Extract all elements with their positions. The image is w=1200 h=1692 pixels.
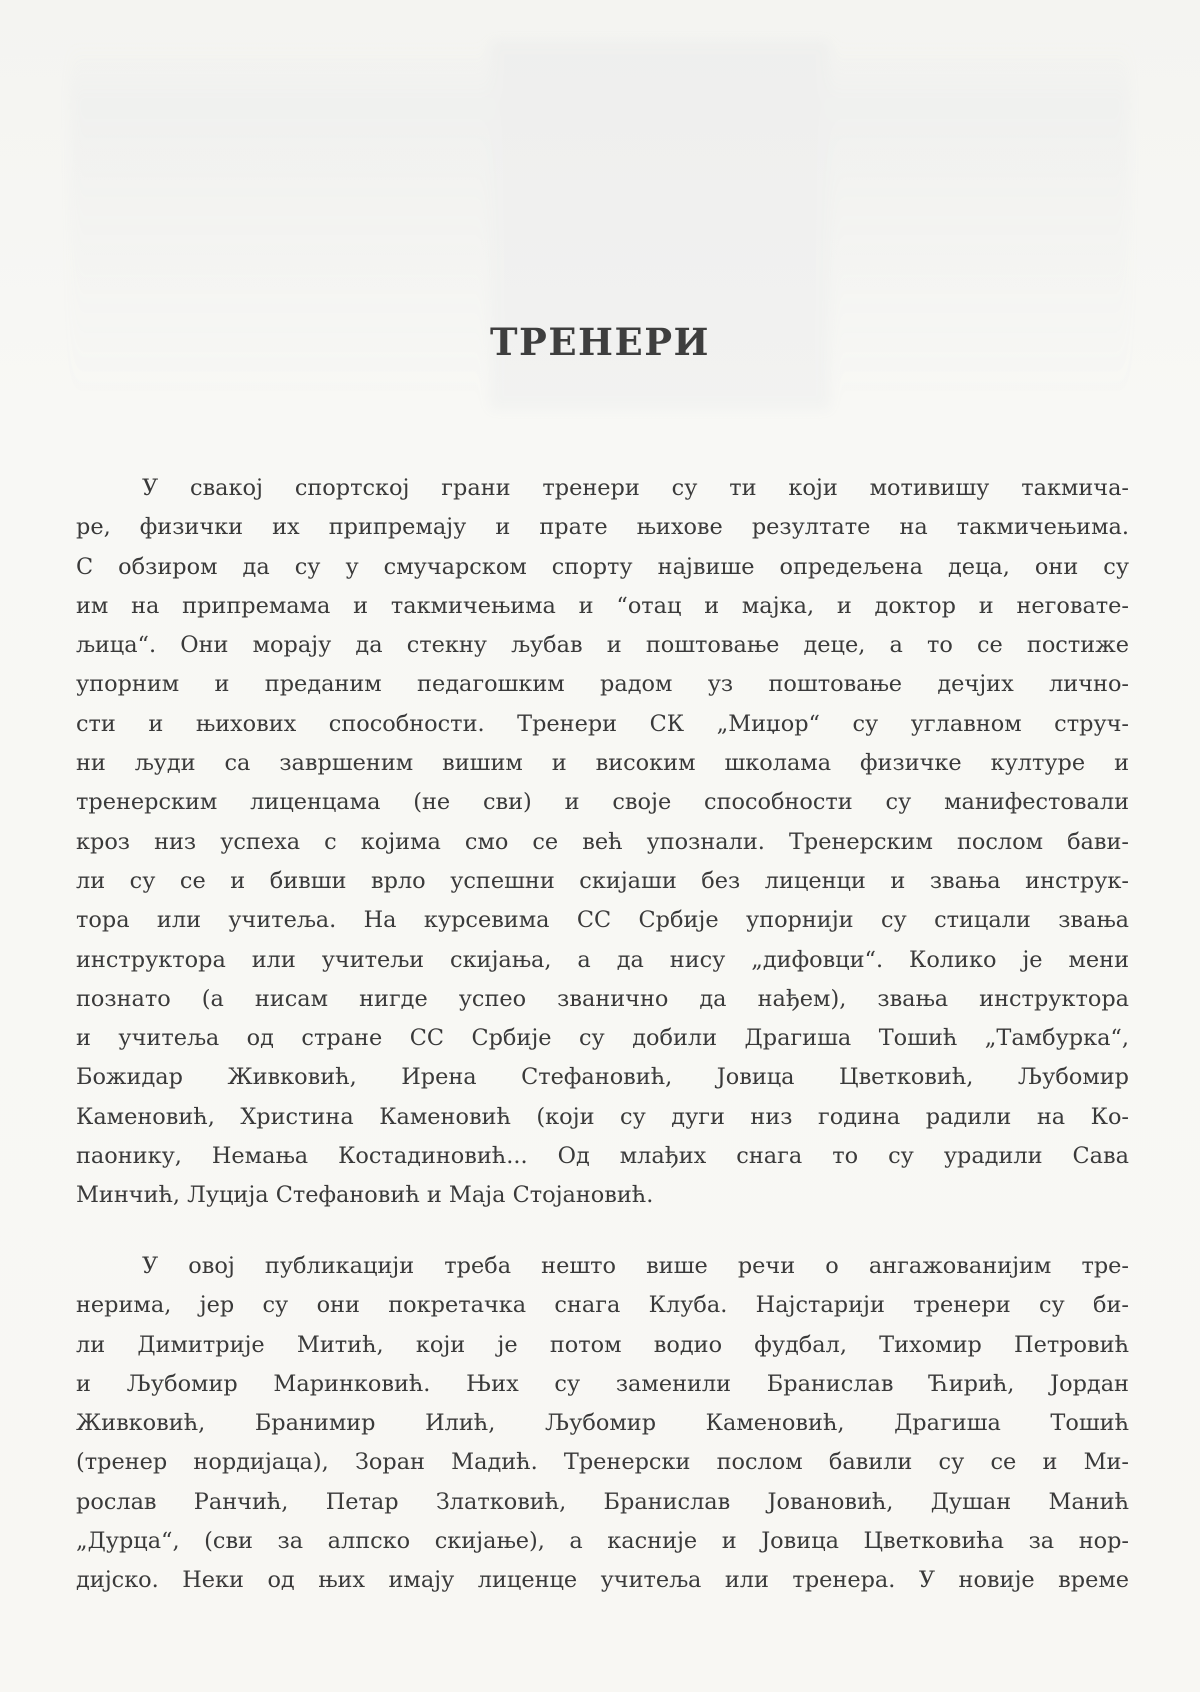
text-line: паонику, Немања Костадиновић... Од млађих снага то су урадили Сава xyxy=(76,1143,1129,1170)
text-line: Минчић, Луција Стефановић и Маја Стојановић. xyxy=(76,1182,654,1209)
text-line: „Дурца“, (сви за алпско скијање), а касније и Јовица Цветковића за нор- xyxy=(76,1528,1129,1555)
text-line: упорним и преданим педагошким радом уз поштовање дечјих личнo- xyxy=(76,671,1129,698)
paragraph-2 xyxy=(76,1247,1129,1601)
text-line: и Љубомир Маринковић. Њих су заменили Бранислав Ћирић, Јордан xyxy=(76,1370,1129,1397)
text-line: тренерским лиценцама (не сви) и своје способности су манифестовали xyxy=(76,789,1129,816)
text-line: им на припремама и такмичењима и “отац и мајка, и доктор и неговате- xyxy=(76,592,1129,619)
text-line: инструктора или учитељи скијања, а да нису „дифовци“. Колико је мени xyxy=(76,946,1129,973)
text-line: познато (а нисам нигде успео званично да нађем), звања инструктора xyxy=(76,985,1129,1012)
text-line: С обзиром да су у смучарском спорту највише опредељена деца, они су xyxy=(76,553,1129,580)
text-line: Живковић, Бранимир Илић, Љубомир Каменовић, Драгиша Тошић xyxy=(76,1410,1129,1437)
text-line: (тренер нордијаца), Зоран Мадић. Тренерски послом бавили су се и Ми- xyxy=(76,1449,1129,1476)
text-line: ни људи са завршеним вишим и високим школама физичке културе и xyxy=(76,750,1129,777)
text-line: дијско. Неки од њих имају лиценце учитеља или тренера. У новије време xyxy=(76,1567,1129,1594)
text-line: Божидар Живковић, Ирена Стефановић, Јовица Цветковић, Љубомир xyxy=(76,1064,1129,1091)
text-line: рослав Ранчић, Петар Златковић, Бранислав Јовановић, Душан Манић xyxy=(76,1488,1129,1515)
paragraph-1 xyxy=(76,469,1129,1216)
text-line: У овој публикацији треба нешто више речи о ангажованијим тре- xyxy=(142,1253,1129,1279)
text-line: У свакој спортској грани тренери су ти који мотивишу такмича- xyxy=(142,475,1129,501)
text-line: тора или учитеља. На курсевима СС Србије упорнији су стицали звања xyxy=(76,907,1129,934)
text-line: ре, физички их припремају и прате њихове резултате на такмичењима. xyxy=(76,514,1129,541)
text-line: кроз низ успеха с којима смо се већ упознали. Тренерским послом бави- xyxy=(76,828,1129,855)
text-line: сти и њихових способности. Тренери СК „Миџор“ су углавном струч- xyxy=(76,710,1129,737)
text-line: и учитеља од стране СС Србије су добили Драгиша Тошић „Тамбурка“, xyxy=(76,1025,1129,1052)
text-line: нерима, јер су они покретачка снага Клуба. Најстарији тренери су би- xyxy=(76,1292,1129,1319)
chapter-title: ТРЕНЕРИ xyxy=(490,320,710,364)
text-line: Каменовић, Христина Каменовић (који су дуги низ година радили на Ко- xyxy=(76,1103,1129,1130)
text-line: ли су се и бивши врло успешни скијаши без лиценци и звања инструк- xyxy=(76,867,1129,894)
text-line: ли Димитрије Митић, који је потом водио фудбал, Тихомир Петровић xyxy=(76,1331,1129,1358)
text-line: љица“. Они морају да стекну љубав и поштовање деце, а то се постиже xyxy=(76,632,1129,659)
